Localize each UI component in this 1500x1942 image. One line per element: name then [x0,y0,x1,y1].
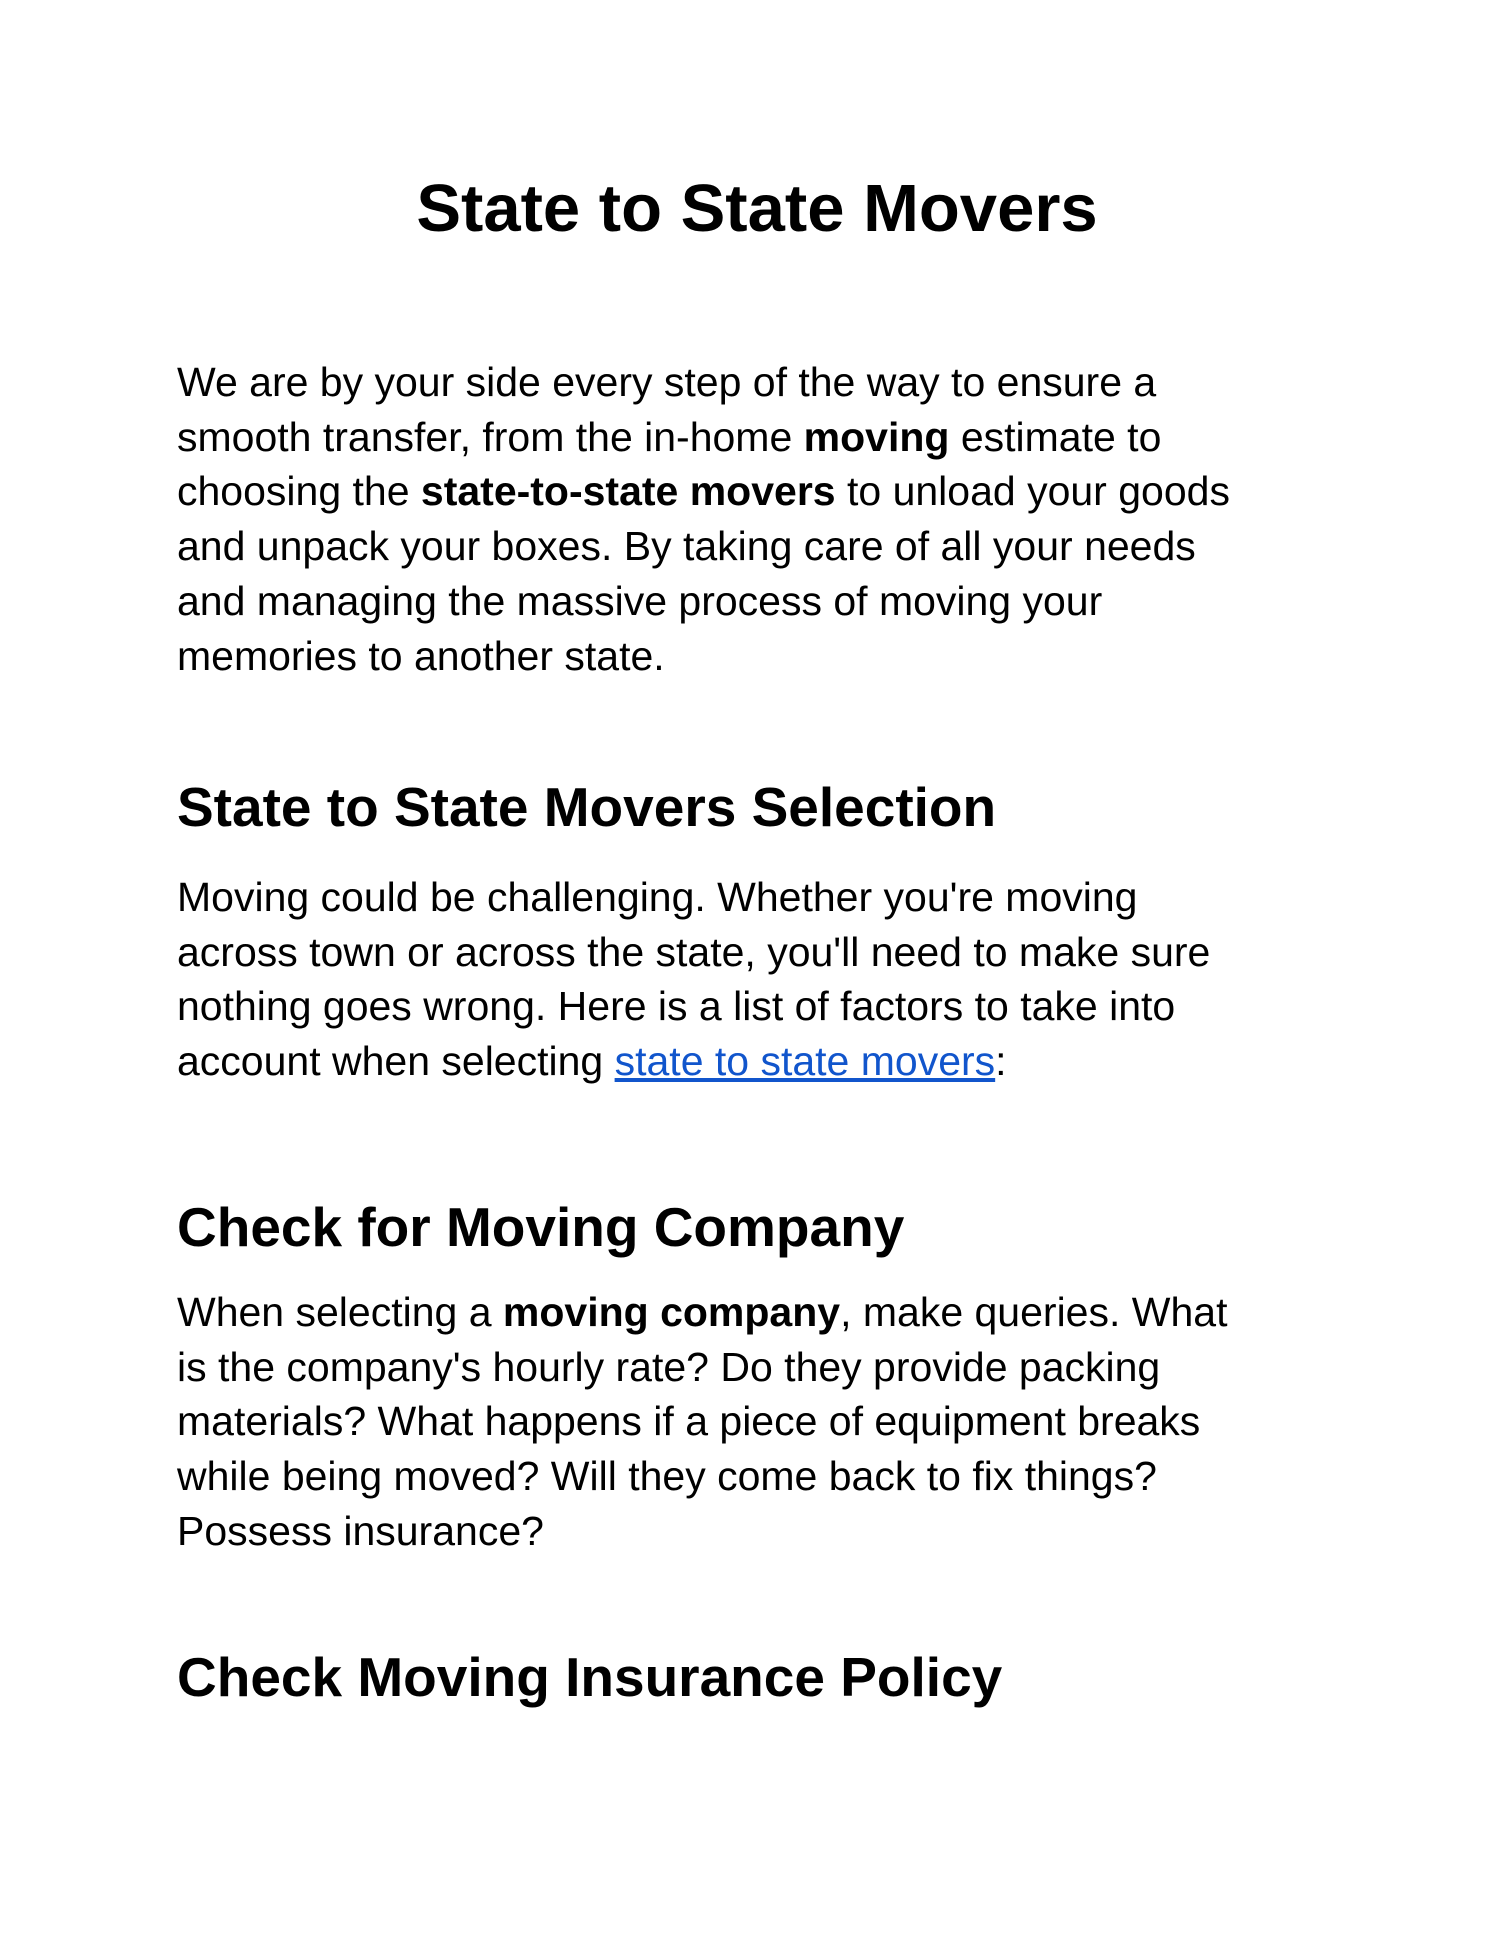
intro-line-4: and unpack your boxes. By taking care of all your needs [177,523,1196,570]
intro-line-2-end: estimate to [949,413,1162,460]
selection-line-1: Moving could be challenging. Whether you're moving [177,874,1138,920]
intro-bold-moving: moving [803,413,950,460]
intro-line-6: memories to another state. [177,632,665,679]
company-line-5: Possess insurance? [177,1507,544,1554]
intro-line-3-end: to unload your goods [835,468,1230,515]
section-paragraph-company [177,1285,1337,1559]
company-bold-moving-company: moving company [502,1289,841,1335]
intro-line-5: and managing the massive process of moving your [177,577,1103,624]
intro-line-3-start: choosing the [177,468,421,515]
state-to-state-movers-link[interactable]: state to state movers [614,1038,996,1085]
intro-paragraph [177,355,1337,683]
company-line-4: while being moved? Will they come back to fix things? [177,1453,1157,1500]
selection-line-3: nothing goes wrong. Here is a list of factors to take into [177,983,1176,1030]
section-heading-insurance: Check Moving Insurance Policy [177,1646,1003,1708]
company-line-1-start: When selecting a [177,1289,503,1335]
selection-line-2: across town or across the state, you'll need to make sure [177,928,1211,975]
selection-line-4-start: account when selecting [177,1038,615,1085]
selection-line-4-end: : [995,1038,1007,1085]
company-line-1-end: , make queries. What [840,1289,1228,1335]
page-title: State to State Movers [416,171,1098,246]
section-heading-company: Check for Moving Company [177,1196,905,1258]
company-line-3: materials? What happens if a piece of equipment breaks [177,1398,1201,1445]
intro-line-1: We are by your side every step of the way to ensure a [177,359,1157,405]
intro-line-2-start: smooth transfer, from the in-home [177,413,804,460]
section-heading-selection: State to State Movers Selection [177,776,997,838]
intro-bold-state-to-state-movers: state-to-state movers [420,468,836,515]
section-paragraph-selection [177,870,1337,1089]
company-line-2: is the company's hourly rate? Do they provide packing [177,1343,1161,1390]
